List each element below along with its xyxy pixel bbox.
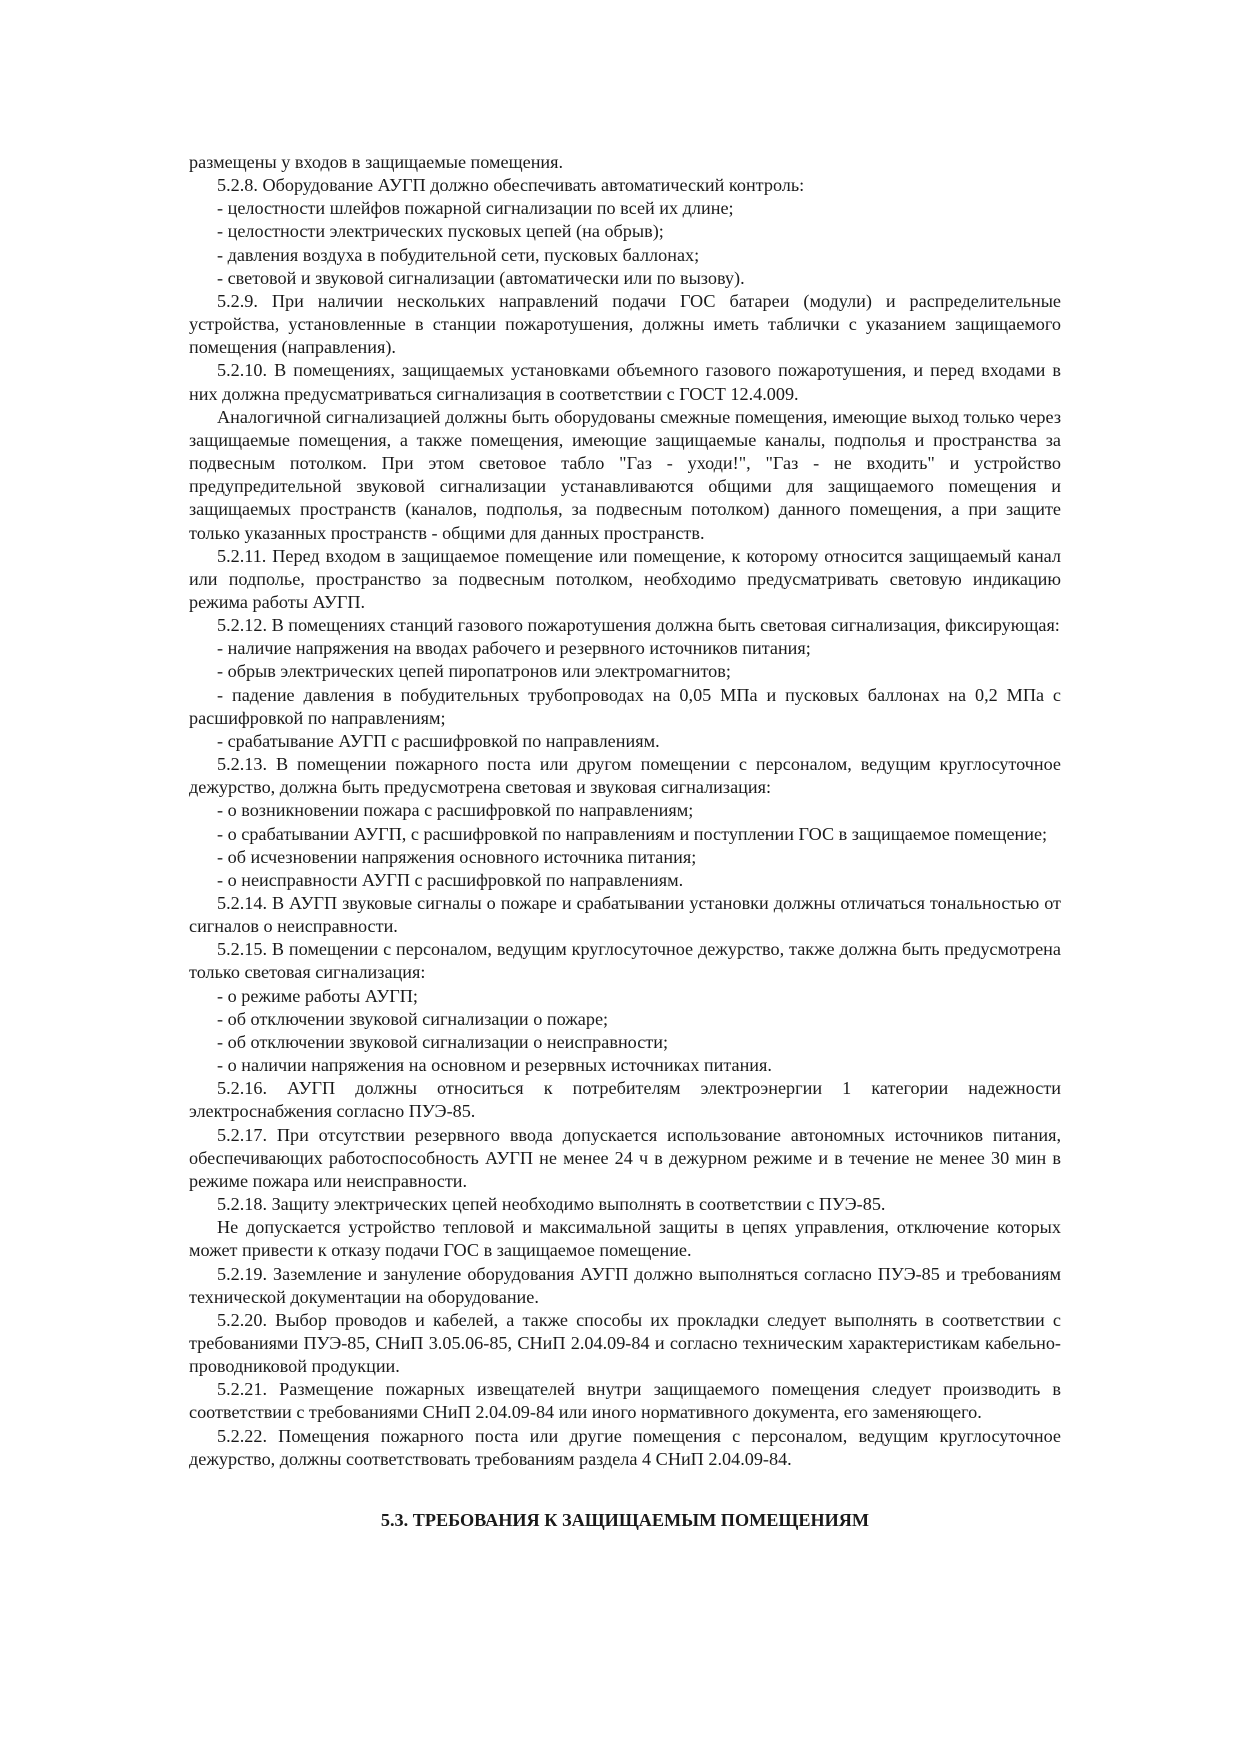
paragraph: - об отключении звуковой сигнализации о пожаре;: [217, 1008, 609, 1029]
paragraph: 5.2.21. Размещение пожарных извещателей внутри защищаемого помещения следует производить в соответствии с требованиями СНиП 2.04.09-84 или иного нормативного документа, его заменяющего.: [189, 1379, 1061, 1423]
paragraph: - о наличии напряжения на основном и резервных источниках питания.: [217, 1055, 772, 1076]
paragraph: - обрыв электрических цепей пиропатронов или электромагнитов;: [217, 661, 731, 682]
paragraph: 5.2.11. Перед входом в защищаемое помещение или помещение, к которому относится защищаемый канал или подполье, пространство за подвесным потолком, необходимо предусматривать световую индикацию режима работы АУГП.: [189, 545, 1061, 612]
paragraph: - о срабатывании АУГП, с расшифровкой по направлениям и поступлении ГОС в защищаемое помещение;: [217, 823, 1048, 844]
paragraph: 5.2.10. В помещениях, защищаемых установками объемного газового пожаротушения, и перед входами в них должна предусматриваться сигнализация в соответствии с ГОСТ 12.4.009.: [189, 360, 1061, 404]
paragraph: - световой и звуковой сигнализации (автоматически или по вызову).: [217, 267, 745, 288]
paragraph: 5.2.14. В АУГП звуковые сигналы о пожаре и срабатывании установки должны отличаться тональностью от сигналов о неисправности.: [189, 893, 1061, 937]
paragraph: - целостности электрических пусковых цепей (на обрыв);: [217, 221, 664, 242]
paragraph: - об исчезновении напряжения основного источника питания;: [217, 846, 697, 867]
paragraph: 5.2.17. При отсутствии резервного ввода допускается использование автономных источников питания, обеспечивающих работоспособность АУГП не менее 24 ч в дежурном режиме и в течение не менее 30 мин в режиме пожара или неисправности.: [189, 1124, 1061, 1191]
paragraph: - давления воздуха в побудительной сети, пусковых баллонах;: [217, 244, 700, 265]
paragraph: 5.2.13. В помещении пожарного поста или другом помещении с персоналом, ведущим круглосуточное дежурство, должна быть предусмотрена световая и звуковая сигнализация:: [189, 754, 1061, 798]
paragraph: Не допускается устройство тепловой и максимальной защиты в цепях управления, отключение которых может привести к отказу подачи ГОС в защищаемое помещение.: [189, 1217, 1061, 1261]
paragraph: 5.2.22. Помещения пожарного поста или другие помещения с персоналом, ведущим круглосуточное дежурство, должны соответствовать требованиям раздела 4 СНиП 2.04.09-84.: [189, 1425, 1061, 1469]
paragraph: 5.2.19. Заземление и зануление оборудования АУГП должно выполняться согласно ПУЭ-85 и требованиям технической документации на оборудование.: [189, 1263, 1061, 1307]
paragraph: 5.2.8. Оборудование АУГП должно обеспечивать автоматический контроль:: [217, 175, 805, 196]
paragraph: - об отключении звуковой сигнализации о неисправности;: [217, 1031, 669, 1052]
paragraph: 5.2.9. При наличии нескольких направлений подачи ГОС батареи (модули) и распределительные устройства, установленные в станции пожаротушения, должны иметь таблички с указанием защищаемого помещения (направления).: [189, 290, 1061, 358]
paragraph: - срабатывание АУГП с расшифровкой по направлениям.: [217, 730, 660, 751]
paragraph: - наличие напряжения на вводах рабочего и резервного источников питания;: [217, 638, 811, 659]
paragraph: - целостности шлейфов пожарной сигнализации по всей их длине;: [217, 198, 734, 219]
paragraph: Аналогичной сигнализацией должны быть оборудованы смежные помещения, имеющие выход только через защищаемые помещения, а также помещения, имеющие защищаемые каналы, подполья и пространства за подвесным потолком. При этом световое табло "Газ - уходи!", "Газ - не входить" и устройство предупредительной звуковой сигнализации устанавливаются общими для защищаемого помещения и защищаемых пространств (каналов, подполья, за подвесным потолком) данного помещения, а при защите только указанных пространств - общими для данных пространств.: [189, 406, 1061, 543]
paragraph: - о возникновении пожара с расшифровкой по направлениям;: [217, 800, 694, 821]
paragraph: 5.2.15. В помещении с персоналом, ведущим круглосуточное дежурство, также должна быть предусмотрена только световая сигнализация:: [189, 939, 1061, 983]
paragraph: - падение давления в побудительных трубопроводах на 0,05 МПа и пусковых баллонах на 0,2 МПа с расшифровкой по направлениям;: [189, 684, 1061, 728]
paragraph: - о неисправности АУГП с расшифровкой по направлениям.: [217, 869, 684, 890]
paragraph: - о режиме работы АУГП;: [217, 985, 418, 1006]
document-body: [189, 151, 1061, 1471]
paragraph: 5.2.16. АУГП должны относиться к потребителям электроэнергии 1 категории надежности электроснабжения согласно ПУЭ-85.: [189, 1078, 1061, 1122]
paragraph: 5.2.18. Защиту электрических цепей необходимо выполнять в соответствии с ПУЭ-85.: [217, 1194, 886, 1215]
paragraph: 5.2.12. В помещениях станций газового пожаротушения должна быть световая сигнализация, фиксирующая:: [217, 615, 1060, 636]
paragraph: размещены у входов в защищаемые помещения.: [189, 152, 564, 172]
section-heading: 5.3. ТРЕБОВАНИЯ К ЗАЩИЩАЕМЫМ ПОМЕЩЕНИЯМ: [380, 1509, 870, 1530]
paragraph: 5.2.20. Выбор проводов и кабелей, а также способы их прокладки следует выполнять в соответствии с требованиями ПУЭ-85, СНиП 3.05.06-85, СНиП 2.04.09-84 и согласно техническим характеристикам кабельно-проводниковой продукции.: [189, 1309, 1061, 1377]
